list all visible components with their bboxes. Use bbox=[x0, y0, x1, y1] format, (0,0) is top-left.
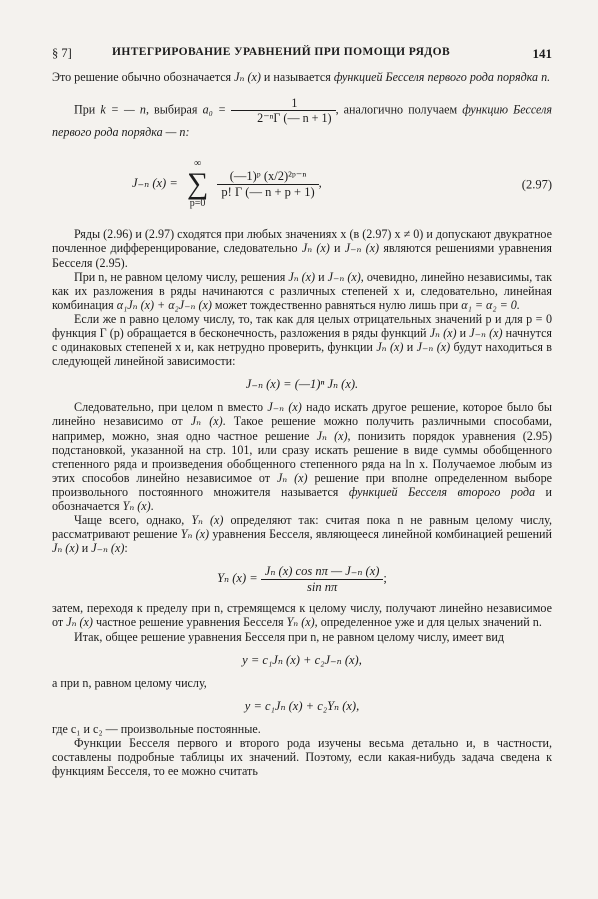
linear-dependence-equation: J₋ₙ (x) = (—1)ⁿ Jₙ (x). bbox=[245, 377, 359, 392]
paragraph-4: При n, не равном целому числу, решения Jₙ (x) и J₋ₙ (x), очевидно, линейно независимы, так как их разложения в ряды начинаются с различных степеней x и, следовательно, линейная комбинация α₁Jₙ (x) + α₂J₋ₙ (x) может тождественно равняться нулю лишь при α₁ = α₂ = 0. bbox=[52, 269, 552, 312]
running-title: ИНТЕГРИРОВАНИЕ УРАВНЕНИЙ ПРИ ПОМОЩИ РЯДОВ bbox=[112, 46, 451, 58]
paragraph-7: Чаще всего, однако, Yₙ (x) определяют так: считая пока n не равным целому числу, рассматривают решение Yₙ (x) уравнения Бесселя, являющееся линейной комбинацией решений Jₙ (x) и J₋ₙ (x): bbox=[52, 513, 552, 556]
paragraph-10: а при n, равном целому числу, bbox=[52, 675, 207, 690]
paragraph-6: Следовательно, при целом n вместо J₋ₙ (x) надо искать другое решение, которое было бы линейно независимо от Jₙ (x). Такое решение можно получить различными способами, например, можно, зная одно частное решение Jₙ (x), понизить порядок уравнения (2.95) подстановкой, указанной на стр. 101, или сразу искать решение в виде суммы обобщенного степенного ряда и произведения обобщенного степенного ряда на ln x. Получаемое любым из этих способов линейно независимое от Jₙ (x) решение при вполне определенном выборе произвольного постоянного множителя называется функцией Бесселя второго рода и обозначается Yₙ (x). bbox=[52, 400, 553, 513]
bessel-second-kind-definition: Yₙ (x) = $\frac{\text{Jₙ (x) cos nπ — J₋ₙ (x)}}{\text{sin nπ}}$ ; bbox=[217, 564, 387, 595]
paragraph-5: Если же n равно целому числу, то, так как для целых отрицательных значений p и для p = 0 функция Г (p) обращается в бесконечность, разложения в ряды функций Jₙ (x) и J₋ₙ (x) начнутся с одинаковых степеней x и, как нетрудно проверить, функции Jₙ (x) и J₋ₙ (x) будут находиться в следующей линейной зависимости: bbox=[52, 311, 552, 369]
summation-sign: ∞ ∑ p=0 bbox=[186, 158, 209, 210]
paragraph-3: Ряды (2.96) и (2.97) сходятся при любых значениях x (в (2.97) x ≠ 0) и допускают двукратное почленное дифференцирование, следовательно Jₙ (x) и J₋ₙ (x) являются решениями уравнения Бесселя (2.95). bbox=[52, 227, 552, 270]
general-solution-noninteger: y = c₁Jₙ (x) + c₂J₋ₙ (x), bbox=[242, 652, 362, 667]
paragraph-8: затем, переходя к пределу при n, стремящемся к целому числу, получают линейно независимое от Jₙ (x) частное решение уравнения Бесселя Yₙ (x), определенное уже и для целых значений n. bbox=[52, 601, 552, 630]
general-solution-integer: y = c₁Jₙ (x) + c₂Yₙ (x), bbox=[244, 698, 360, 713]
section-number: § 7] bbox=[52, 46, 72, 60]
paragraph-12: Функции Бесселя первого и второго рода изучены весьма детально и, в частности, составлены подробные таблицы их значений. Поэтому, если какая-нибудь задача сведена к функциям Бесселя, то ее можно считать bbox=[52, 735, 552, 778]
series-term-fraction: $\frac{\text{(—1)ᵖ (x/2)²ᵖ⁻ⁿ}}{p! \Gamma (— n + p + 1)}$ bbox=[217, 168, 318, 200]
page-content bbox=[52, 46, 552, 778]
paragraph-1: Это решение обычно обозначается Jₙ (x) и называется функцией Бесселя первого рода порядка n. bbox=[52, 70, 551, 84]
page-header bbox=[52, 46, 552, 66]
page-number: 141 bbox=[532, 46, 552, 61]
paragraph-11: где c₁ и c₂ — произвольные постоянные. bbox=[52, 721, 261, 736]
yn-fraction: $\frac{\text{Jₙ (x) cos nπ — J₋ₙ (x)}}{\text{sin nπ}}$ bbox=[261, 563, 384, 595]
equation-number: (2.97) bbox=[521, 177, 552, 192]
a0-fraction: $\frac{1}{\text{2⁻ⁿΓ (— n + 1)}}$ bbox=[231, 96, 335, 125]
paragraph-2: При k = — n, выбирая a₀ = $\frac{1}{\text{2⁻ⁿΓ (— n + 1)}}$ , аналогично получаем функцию Бесселя первого рода порядка — n: bbox=[52, 96, 552, 140]
equation-2-97: J₋ₙ (x) = ∞ ∑ p=0 $\frac{\text{(—1)ᵖ (x/2)²ᵖ⁻ⁿ}}{p! \Gamma (— n + p + 1)}$ , (2.97) bbox=[132, 158, 552, 210]
paragraph-9: Итак, общее решение уравнения Бесселя при n, не равном целому числу, имеет вид bbox=[74, 629, 505, 644]
